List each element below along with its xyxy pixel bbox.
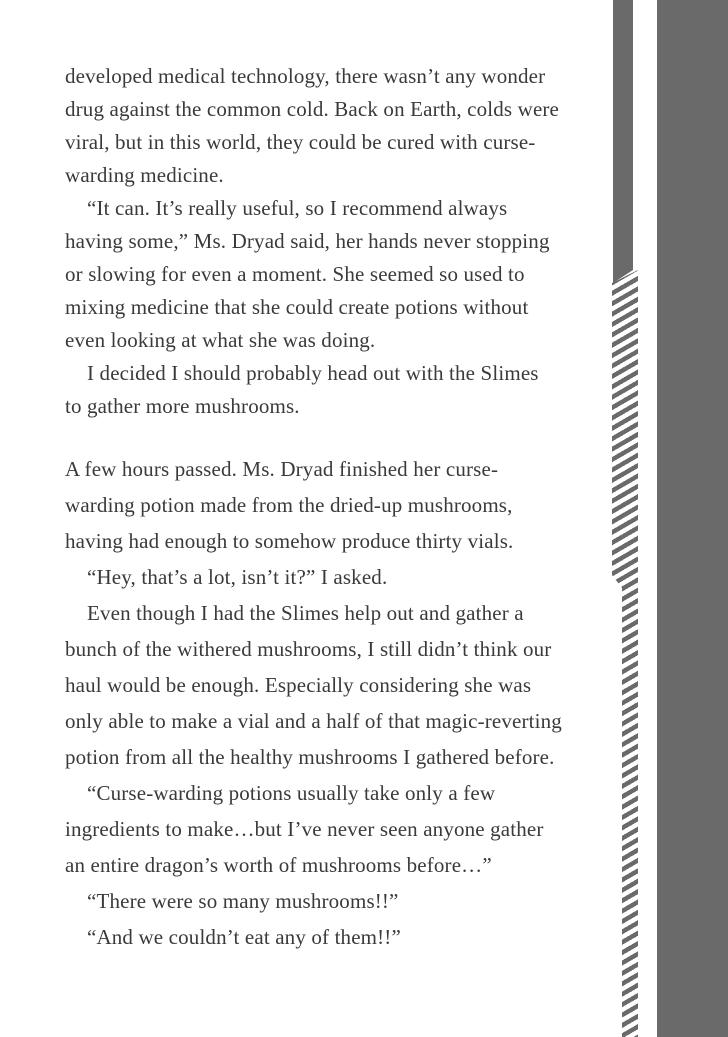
text-line: I decided I should probably head out with the Slimes [87, 361, 539, 385]
text-line: mixing medicine that she could create potions without [65, 295, 529, 319]
text-line: “And we couldn’t eat any of them!!” [87, 925, 401, 949]
text-section-bottom [65, 451, 610, 955]
text-line: viral, but in this world, they could be cured with curse- [65, 130, 536, 154]
text-line: to gather more mushrooms. [65, 394, 300, 418]
text-line: “Hey, that’s a lot, isn’t it?” I asked. [87, 565, 388, 589]
text-line: A few hours passed. Ms. Dryad finished her curse- [65, 457, 499, 481]
text-line: “There were so many mushrooms!!” [87, 889, 399, 913]
text-section-top [65, 60, 610, 423]
text-line: only able to make a vial and a half of that magic-reverting [65, 709, 562, 733]
text-line: Even though I had the Slimes help out and gather a [87, 601, 524, 625]
right-ribbon-hatched-stripes [612, 270, 638, 1037]
text-line: even looking at what she was doing. [65, 328, 376, 352]
text-line: potion from all the healthy mushrooms I gathered before. [65, 745, 555, 769]
right-ribbon-solid-bar [613, 0, 633, 283]
text-line: haul would be enough. Especially considering she was [65, 673, 532, 697]
text-line: warding potion made from the dried-up mushrooms, [65, 493, 513, 517]
right-edge-gray-column [657, 0, 728, 1037]
text-line: an entire dragon’s worth of mushrooms before…” [65, 853, 492, 877]
text-line: having had enough to somehow produce thirty vials. [65, 529, 514, 553]
text-line: “It can. It’s really useful, so I recommend always [87, 196, 508, 220]
text-line: bunch of the withered mushrooms, I still didn’t think our [65, 637, 552, 661]
text-line: ingredients to make…but I’ve never seen anyone gather [65, 817, 544, 841]
text-line: developed medical technology, there wasn’t any wonder [65, 64, 546, 88]
text-line: “Curse-warding potions usually take only a few [87, 781, 496, 805]
text-line: warding medicine. [65, 163, 224, 187]
text-line: having some,” Ms. Dryad said, her hands never stopping [65, 229, 550, 253]
text-line: drug against the common cold. Back on Earth, colds were [65, 97, 560, 121]
text-line: or slowing for even a moment. She seemed so used to [65, 262, 525, 286]
